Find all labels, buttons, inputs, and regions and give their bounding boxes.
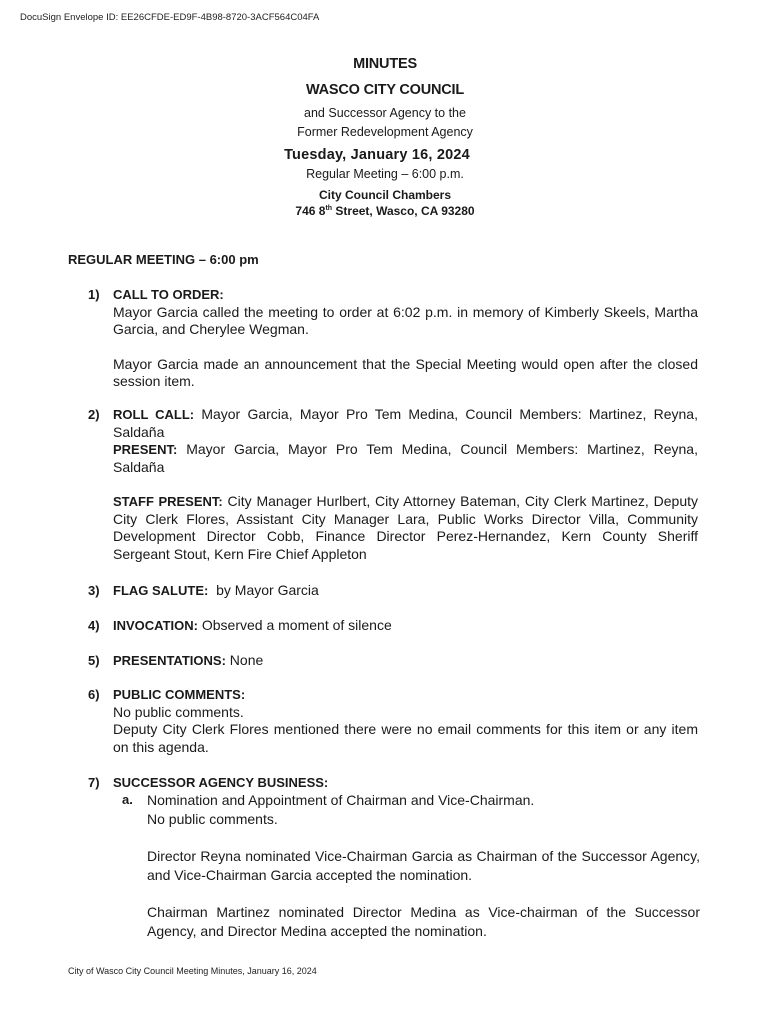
item-number: 2): [88, 407, 100, 422]
item-number: 4): [88, 618, 100, 633]
address-street: Street, Wasco, CA 93280: [332, 204, 475, 218]
item-number: 1): [88, 287, 100, 302]
address-ordinal: th: [325, 205, 333, 212]
item-label: INVOCATION:: [113, 618, 198, 633]
subitem-paragraph: No public comments.: [147, 810, 278, 827]
item-presentations: [88, 652, 698, 670]
item-label: FLAG SALUTE:: [113, 583, 209, 598]
item-paragraph: No public comments.: [113, 703, 244, 720]
item-paragraph: Mayor Garcia made an announcement that the Special Meeting would open after the closed session item.: [113, 355, 698, 389]
subitem-paragraph: Director Reyna nominated Vice-Chairman Garcia as Chairman of the Successor Agency, and Vice-Chairman Garcia accepted the nomination.: [147, 848, 700, 883]
address-number: 746 8: [295, 204, 326, 218]
docusign-envelope-id: DocuSign Envelope ID: EE26CFDE-ED9F-4B98-8720-3ACF564C04FA: [20, 12, 320, 23]
subitem-a: [122, 791, 700, 940]
item-label: PUBLIC COMMENTS:: [113, 687, 246, 702]
item-flag-salute: [88, 582, 698, 600]
item-number: 7): [88, 775, 100, 790]
council-title: WASCO CITY COUNCIL: [305, 82, 465, 98]
item-label: ROLL CALL:: [113, 407, 195, 422]
item-call-to-order: [88, 286, 698, 391]
meeting-address: [0, 204, 770, 218]
present-text: Mayor Garcia, Mayor Pro Tem Medina, Council Members: Martinez, Reyna, Saldaña: [113, 441, 698, 475]
item-text: None: [225, 652, 264, 668]
item-number: 5): [88, 653, 100, 668]
item-paragraph: Mayor Garcia called the meeting to order at 6:02 p.m. in memory of Kimberly Skeels, Martha Garcia, and Cherylee Wegman.: [113, 303, 698, 337]
minutes-title: MINUTES: [353, 56, 417, 72]
page-footer: City of Wasco City Council Meeting Minutes, January 16, 2024: [68, 966, 317, 976]
staff-present-label: STAFF PRESENT:: [113, 494, 223, 509]
agency-line-2: Former Redevelopment Agency: [297, 125, 473, 139]
item-number: 3): [88, 583, 100, 598]
subitem-paragraph: Chairman Martinez nominated Director Medina as Vice-chairman of the Successor Agency, and Director Medina accepted the nomination.: [147, 904, 700, 939]
subitem-label: a.: [122, 792, 133, 807]
staff-present-text: City Manager Hurlbert, City Attorney Bateman, City Clerk Martinez, Deputy City Clerk Flores, Assistant City Manager Lara, Public Works Director Villa, Community Development Director Cobb, Finance Director Perez-Hernandez, Kern County Sheriff Sergeant Stout, Kern Fire Chief Appleton: [113, 493, 698, 562]
item-invocation: [88, 617, 698, 635]
item-label: CALL TO ORDER:: [113, 287, 224, 302]
meeting-location: City Council Chambers: [318, 188, 452, 202]
meeting-time: Regular Meeting – 6:00 p.m.: [306, 167, 464, 181]
item-paragraph: Deputy City Clerk Flores mentioned there were no email comments for this item or any item on this agenda.: [113, 721, 698, 755]
roll-call-line: [113, 406, 698, 441]
staff-present-line: [113, 493, 698, 563]
present-label: PRESENT:: [113, 442, 178, 457]
item-text: Observed a moment of silence: [197, 617, 392, 633]
item-text: by Mayor Garcia: [208, 582, 319, 598]
meeting-date: Tuesday, January 16, 2024: [284, 147, 470, 163]
agency-line-1: and Successor Agency to the: [304, 106, 466, 120]
subitem-title: Nomination and Appointment of Chairman and Vice-Chairman.: [147, 792, 535, 808]
item-successor-agency: [88, 774, 698, 792]
present-line: [113, 441, 698, 476]
item-roll-call: [88, 406, 698, 563]
item-label: PRESENTATIONS:: [113, 653, 226, 668]
section-heading: REGULAR MEETING – 6:00 pm: [68, 252, 259, 267]
item-number: 6): [88, 687, 100, 702]
item-label: SUCCESSOR AGENCY BUSINESS:: [113, 775, 329, 790]
item-public-comments: [88, 686, 698, 756]
roll-call-text: Mayor Garcia, Mayor Pro Tem Medina, Council Members: Martinez, Reyna, Saldaña: [113, 406, 698, 440]
